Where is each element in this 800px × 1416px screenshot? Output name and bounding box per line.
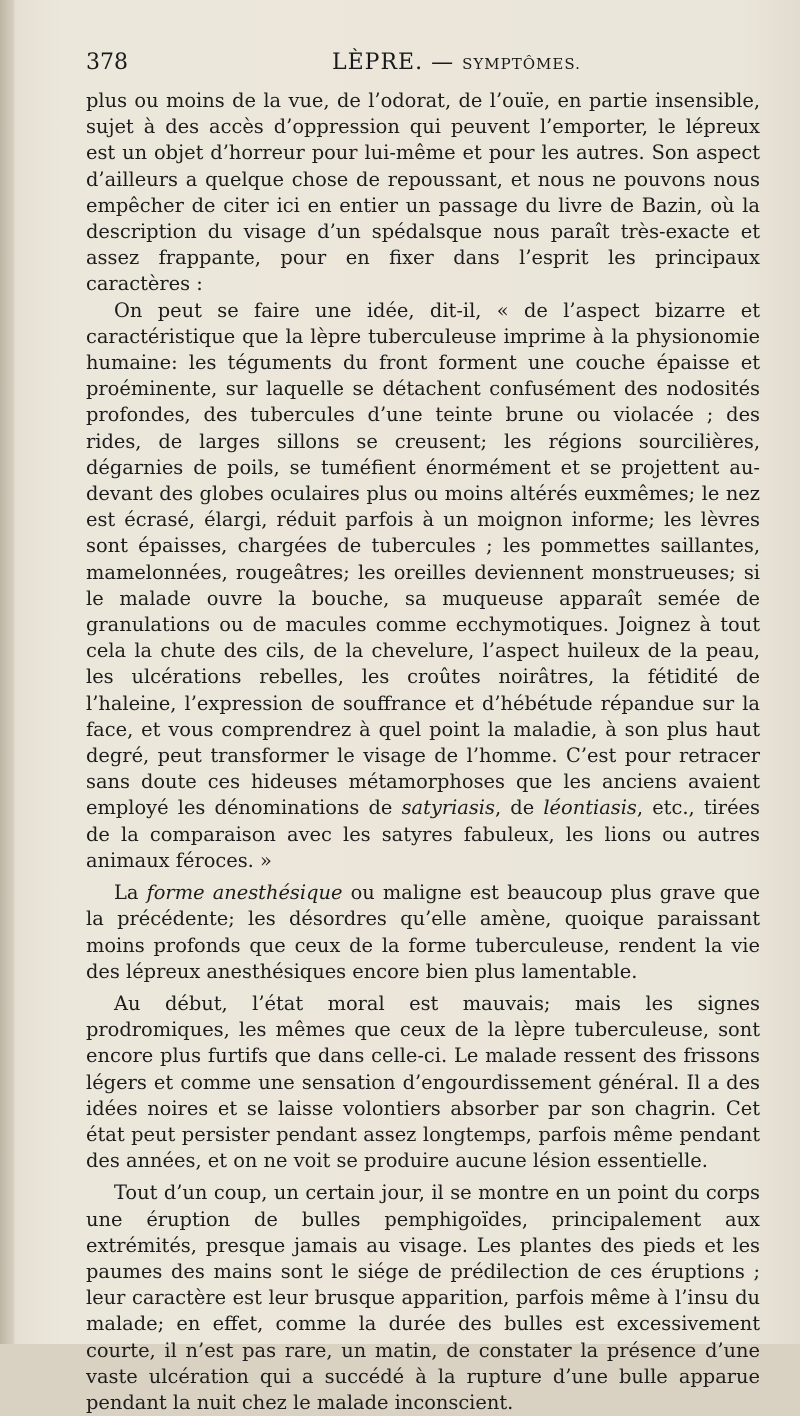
running-subtitle: SYMPTÔMES. [462, 55, 581, 73]
page-body [86, 88, 760, 1416]
paragraph-forme-anesthesique [86, 880, 760, 985]
paragraph-eruption [86, 1180, 760, 1416]
running-separator: — [423, 50, 463, 75]
text-run: plus ou moins de la vue, de l’odorat, de l’ouïe, en partie insensible, sujet à des accès d’oppression qui peuvent l’emporter, le lépreux est un objet d’horreur pour lui-même et pour les autres. Son aspect d’ailleurs a quelque chose de repoussant, et nous ne pouvons nous empêcher de citer ici en entier un passage du livre de Bazin, où la description du visage d’un spédalsque nous paraît très-exacte et assez frappante, pour en fixer dans l’esprit les principaux caractères : [86, 89, 760, 296]
text-run: La [114, 881, 147, 905]
paragraph-bazin-quote [86, 298, 760, 874]
running-title: LÈPRE. [332, 50, 424, 75]
running-head [332, 50, 581, 75]
italic-term: léontiasis [543, 796, 637, 820]
page-header [86, 50, 760, 78]
page-binding-edge [0, 0, 14, 1344]
paragraph [86, 88, 760, 298]
italic-term: satyriasis [401, 796, 495, 820]
text-run: ou maligne est beaucoup plus grave que la précédente; les désordres qu’elle amène, quoique paraissant moins profonds que ceux de la forme tuberculeuse, rendent la vie des lépreux anesthésiques encore bien plus lamentable. [86, 881, 760, 983]
paragraph-debut [86, 991, 760, 1174]
text-run: , de [494, 796, 544, 820]
italic-term: forme anesthésique [146, 881, 343, 905]
page-number: 378 [86, 50, 128, 75]
text-run: Tout d’un coup, un certain jour, il se montre en un point du corps une éruption de bulles pemphigoïdes, principalement aux extrémités, presque jamais au visage. Les plantes des pieds et les paumes des mains sont le siége de prédilection de ces éruptions ; leur caractère est leur brusque apparition, parfois même à l’insu du malade; en effet, comme la durée des bulles est excessivement courte, il n’est pas rare, un matin, de constater la présence d’une vaste ulcération qui a succédé à la rupture d’une bulle apparue pendant la nuit chez le malade inconscient. [86, 1181, 760, 1414]
text-run: Au début, l’état moral est mauvais; mais les signes prodromiques, les mêmes que ceux de la lèpre tuberculeuse, sont encore plus furtifs que dans celle-ci. Le malade ressent des frissons légers et comme une sensation d’engourdissement général. Il a des idées noires et se laisse volontiers absorber par son chagrin. Cet état peut persister pendant assez longtemps, parfois même pendant des années, et on ne voit se produire aucune lésion essentielle. [86, 991, 760, 1173]
text-run: On peut se faire une idée, dit-il, « de l’aspect bizarre et caractéristique que la lèpre tuberculeuse imprime à la physionomie humaine: les téguments du front forment une couche épaisse et proéminente, sur laquelle se détachent confusément des nodosités profondes, des tubercules d’une teinte brune ou violacée ; des rides, de larges sillons se creusent; les régions sourcilières, dégarnies de poils, se tuméfient énormément et se projettent au-devant des globes oculaires plus ou moins altérés euxmêmes; le nez est écrasé, élargi, réduit parfois à un moignon informe; les lèvres sont épaisses, chargées de tubercules ; les pommettes saillantes, mamelonnées, rougeâtres; les oreilles deviennent monstrueuses; si le malade ouvre la bouche, sa muqueuse apparaît semée de granulations ou de macules comme ecchymotiques. Joignez à tout cela la chute des cils, de la chevelure, l’aspect huileux de la peau, les ulcérations rebelles, les croûtes noirâtres, la fétidité de l’haleine, l’expression de souffrance et d’hébétude répandue sur la face, et vous comprendrez à quel point la maladie, à son plus haut degré, peut transformer le visage de l’homme. C’est pour retracer sans doute ces hideuses métamorphoses que les anciens avaient employé les dénominations de [86, 298, 760, 820]
text-run: , etc., tirées de la comparaison avec les satyres fabuleux, les lions ou autres animaux féroces. » [86, 796, 760, 872]
